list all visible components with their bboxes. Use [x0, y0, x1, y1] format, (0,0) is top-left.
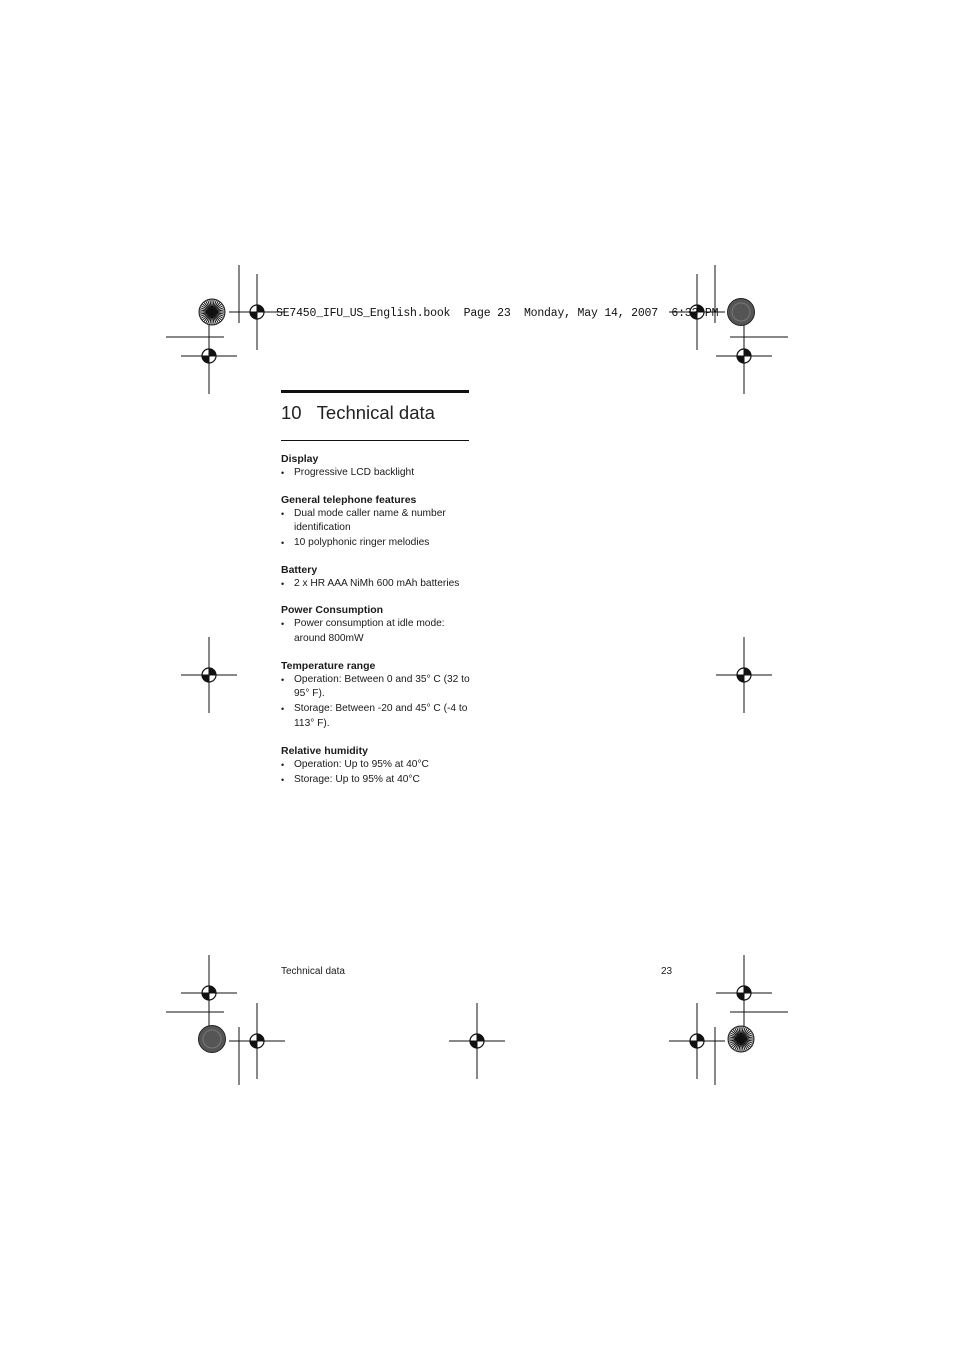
- section-battery: [281, 563, 471, 592]
- registration-quadrant: [202, 993, 209, 1000]
- footer-section-name: Technical data: [281, 966, 345, 977]
- section-power-consumption: [281, 603, 471, 646]
- section-heading: Temperature range: [281, 659, 376, 672]
- list-item: • Operation: Between 0 and 35° C (32 to 95° F).: [281, 673, 471, 702]
- registration-quadrant: [737, 675, 744, 682]
- registration-quadrant: [690, 1041, 697, 1048]
- bullet-list: [281, 617, 471, 646]
- bullet-list: [281, 758, 471, 788]
- list-item: • Storage: Between -20 and 45° C (-4 to 113° F).: [281, 702, 471, 731]
- section-heading: Power Consumption: [281, 604, 384, 617]
- registration-quadrant: [744, 668, 751, 675]
- section-heading: General telephone features: [281, 493, 417, 506]
- registration-quadrant: [209, 668, 216, 675]
- list-item: • Progressive LCD backlight: [281, 466, 471, 481]
- registration-quadrant: [202, 356, 209, 363]
- registration-quadrant: [250, 1041, 257, 1048]
- section-temperature-range: [281, 659, 471, 732]
- bullet-list: [281, 577, 471, 592]
- spec-content: [281, 452, 471, 799]
- registration-quadrant: [209, 349, 216, 356]
- chapter-number: 10: [281, 402, 302, 423]
- list-item: • Power consumption at idle mode: around 800mW: [281, 617, 471, 646]
- footer-page-number: 23: [661, 966, 673, 977]
- print-header: SE7450_IFU_US_English.book Page 23 Monday, May 14, 2007 6:33 PM: [276, 307, 719, 320]
- chapter-title: Technical data: [316, 402, 435, 423]
- registration-quadrant: [257, 305, 264, 312]
- list-item: • 2 x HR AAA NiMh 600 mAh batteries: [281, 577, 471, 592]
- title-rule-top: [281, 390, 469, 393]
- section-heading: Relative humidity: [281, 744, 368, 757]
- list-item: • Dual mode caller name & number identification: [281, 507, 471, 536]
- list-item: • Storage: Up to 95% at 40°C: [281, 773, 471, 788]
- bullet-list: [281, 673, 471, 732]
- bullet-list: [281, 507, 471, 551]
- registration-quadrant: [470, 1041, 477, 1048]
- section-display: [281, 452, 471, 481]
- registration-quadrant: [737, 993, 744, 1000]
- bullet-list: [281, 466, 471, 481]
- registration-quadrant: [744, 986, 751, 993]
- registration-quadrant: [697, 1034, 704, 1041]
- registration-quadrant: [257, 1034, 264, 1041]
- registration-quadrant: [737, 356, 744, 363]
- registration-quadrant: [202, 675, 209, 682]
- list-item: • Operation: Up to 95% at 40°C: [281, 758, 471, 773]
- registration-quadrant: [744, 349, 751, 356]
- title-rule-bottom: [281, 440, 469, 441]
- page-title: [281, 402, 435, 424]
- section-relative-humidity: [281, 744, 471, 788]
- registration-quadrant: [250, 312, 257, 319]
- section-general-telephone-features: [281, 493, 471, 551]
- section-heading: Display: [281, 453, 319, 465]
- section-heading: Battery: [281, 563, 318, 576]
- registration-quadrant: [477, 1034, 484, 1041]
- registration-quadrant: [209, 986, 216, 993]
- list-item: • 10 polyphonic ringer melodies: [281, 536, 471, 551]
